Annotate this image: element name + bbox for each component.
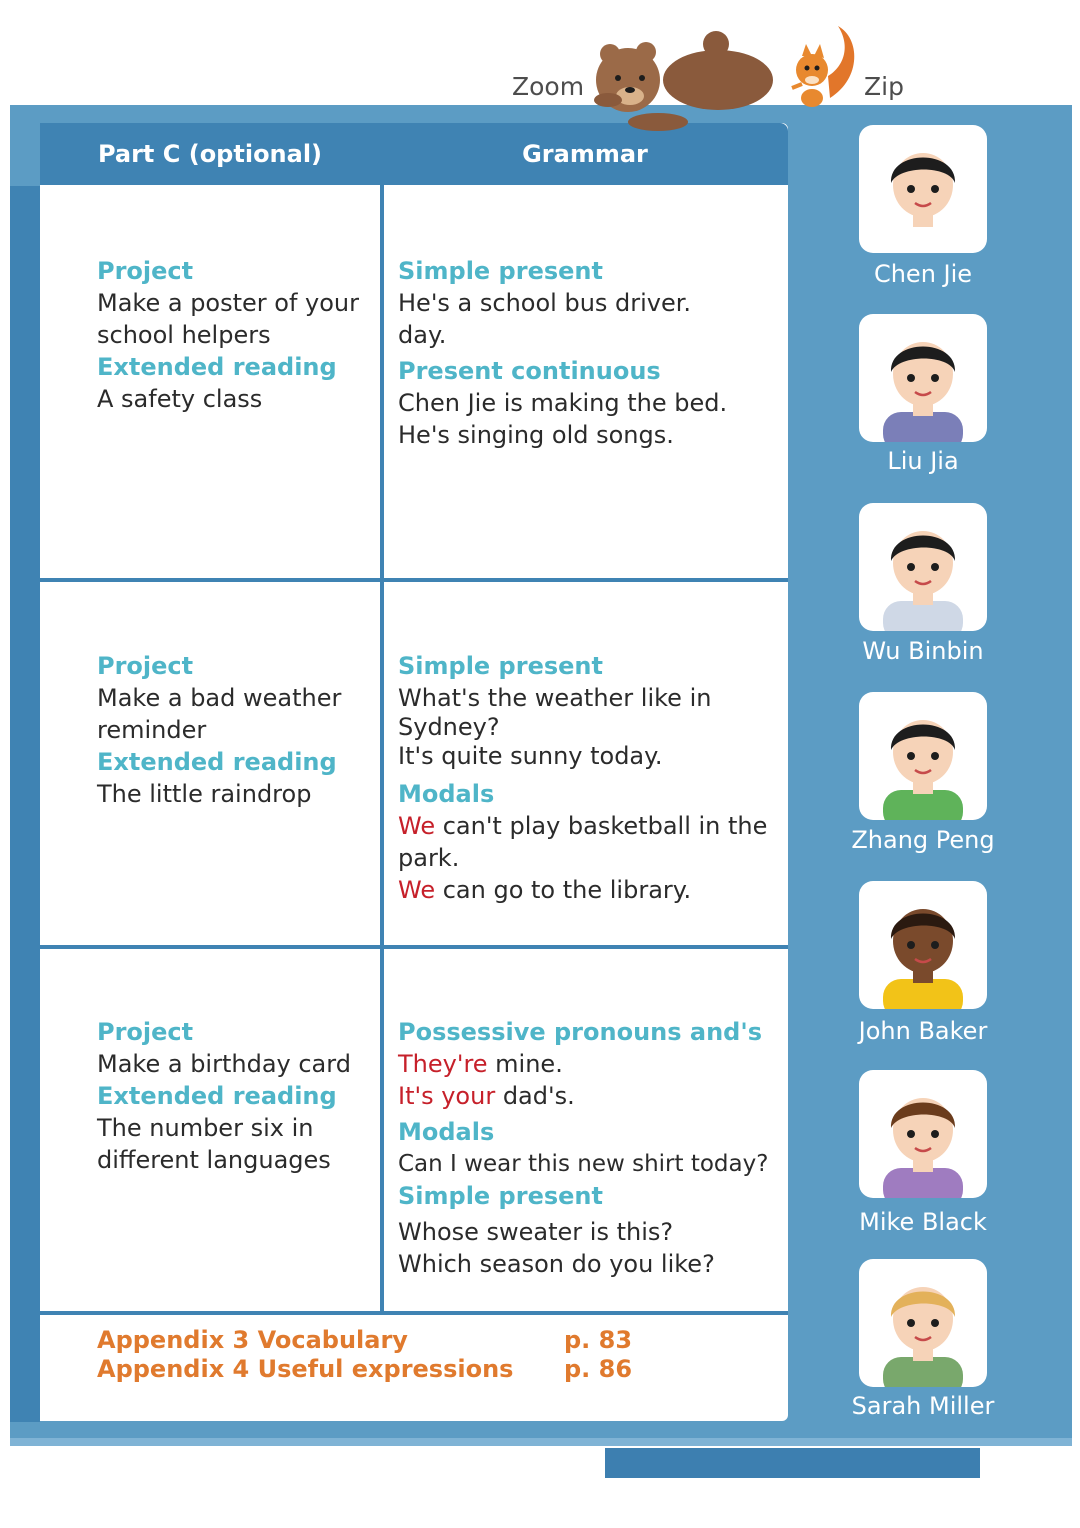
character-name: John Baker xyxy=(858,1017,988,1045)
grammar-heading: Modals xyxy=(398,780,495,808)
project-line: Make a poster of your xyxy=(97,289,360,317)
reading-line: different languages xyxy=(97,1146,331,1174)
appendix-vocabulary-page: p. 83 xyxy=(564,1326,633,1354)
zoom-label: Zoom xyxy=(512,72,585,101)
example-text: mine. xyxy=(487,1050,563,1078)
project-line: Make a birthday card xyxy=(97,1050,351,1078)
column-divider xyxy=(380,123,384,1313)
grammar-example: He's a school bus driver. xyxy=(398,289,692,317)
grammar-example: It's quite sunny today. xyxy=(398,742,663,770)
character-name: Wu Binbin xyxy=(862,637,984,665)
bear-mascot-icon xyxy=(588,30,788,140)
appendix-expressions: Appendix 4 Useful expressions xyxy=(97,1355,514,1383)
grammar-example: park. xyxy=(398,844,460,872)
row-divider xyxy=(40,945,788,949)
project-line: reminder xyxy=(97,716,207,744)
sarah-miller-avatar xyxy=(859,1259,987,1387)
syllabus-table xyxy=(40,123,788,1421)
grammar-example xyxy=(398,874,790,906)
grammar-example: Can I wear this new shirt today? xyxy=(398,1151,769,1177)
grammar-heading: Simple present xyxy=(398,652,603,680)
example-text: can go to the library. xyxy=(435,876,692,904)
grammar-example xyxy=(398,1048,790,1080)
project-line: school helpers xyxy=(97,321,271,349)
example-text: dad's. xyxy=(495,1082,575,1110)
left-edge-strip xyxy=(10,186,40,1422)
bottom-edge-shadow xyxy=(605,1448,980,1478)
squirrel-mascot-icon xyxy=(782,18,862,113)
extended-reading-heading: Extended reading xyxy=(97,353,337,381)
example-text: can't play basketball in the xyxy=(435,812,768,840)
project-heading: Project xyxy=(97,1018,194,1046)
grammar-example: Which season do you like? xyxy=(398,1250,715,1278)
extended-reading-heading: Extended reading xyxy=(97,1082,337,1110)
row3-part-c-cell xyxy=(97,1016,377,1176)
character-name: Mike Black xyxy=(859,1208,987,1236)
grammar-heading: Present continuous xyxy=(398,357,661,385)
grammar-heading: Simple present xyxy=(398,1182,603,1210)
john-baker-avatar xyxy=(859,881,987,1009)
appendix-vocabulary: Appendix 3 Vocabulary xyxy=(97,1326,408,1354)
row1-part-c-cell xyxy=(97,255,377,415)
chen-jie-avatar xyxy=(859,125,987,253)
extended-reading-heading: Extended reading xyxy=(97,748,337,776)
grammar-example: Whose sweater is this? xyxy=(398,1218,674,1246)
grammar-example xyxy=(398,1080,790,1112)
grammar-heading: Possessive pronouns and's xyxy=(398,1018,762,1046)
row3-grammar-cell xyxy=(398,1016,790,1280)
bottom-edge-line xyxy=(10,1438,1072,1446)
header-part-c: Part C (optional) xyxy=(97,140,323,168)
wu-binbin-avatar xyxy=(859,503,987,631)
row2-grammar-cell xyxy=(398,650,790,906)
zhang-peng-avatar xyxy=(859,692,987,820)
grammar-example: day. xyxy=(398,321,447,349)
row2-part-c-cell xyxy=(97,650,377,810)
grammar-example: What's the weather like in xyxy=(398,684,712,712)
zip-label: Zip xyxy=(864,72,904,101)
character-name: Zhang Peng xyxy=(851,826,995,854)
grammar-example: He's singing old songs. xyxy=(398,421,674,449)
project-heading: Project xyxy=(97,257,194,285)
grammar-heading: Modals xyxy=(398,1118,495,1146)
character-name: Chen Jie xyxy=(873,260,973,288)
row-divider xyxy=(40,1311,788,1315)
header-grammar: Grammar xyxy=(522,140,648,168)
liu-jia-avatar xyxy=(859,314,987,442)
project-line: Make a bad weather xyxy=(97,684,342,712)
reading-line: A safety class xyxy=(97,385,263,413)
grammar-example xyxy=(398,810,790,842)
project-heading: Project xyxy=(97,652,194,680)
character-name: Sarah Miller xyxy=(851,1392,995,1420)
highlight-word: They're xyxy=(398,1050,488,1078)
character-name: Liu Jia xyxy=(887,447,959,475)
reading-line: The little raindrop xyxy=(97,780,312,808)
grammar-example: Chen Jie is making the bed. xyxy=(398,389,728,417)
grammar-heading: Simple present xyxy=(398,257,603,285)
highlight-word: We xyxy=(398,812,436,840)
highlight-word: We xyxy=(398,876,436,904)
row1-grammar-cell xyxy=(398,255,790,451)
mike-black-avatar xyxy=(859,1070,987,1198)
appendix-expressions-page: p. 86 xyxy=(564,1355,633,1383)
row-divider xyxy=(40,578,788,582)
grammar-example: Sydney? xyxy=(398,713,500,741)
reading-line: The number six in xyxy=(97,1114,314,1142)
highlight-word: It's your xyxy=(398,1082,496,1110)
